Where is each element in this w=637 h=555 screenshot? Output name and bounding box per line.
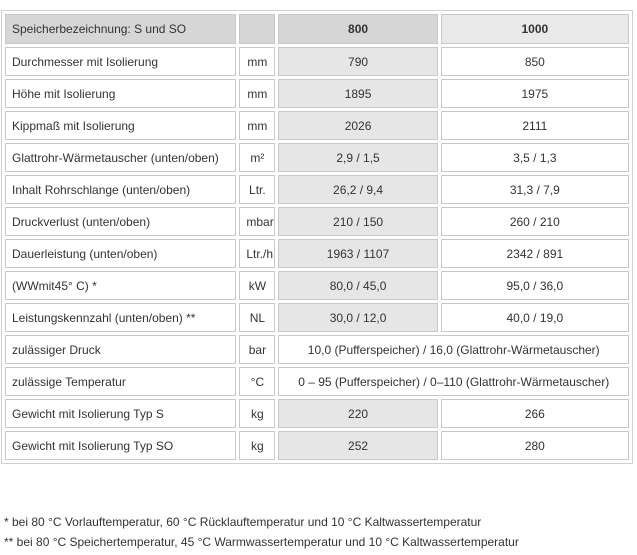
row-value-800: 2026 (278, 111, 437, 140)
row-value-800: 80,0 / 45,0 (278, 271, 437, 300)
table-row (5, 399, 629, 428)
header-label-prefix: Speicherbezeichnung: (12, 22, 135, 36)
row-unit: m² (239, 143, 275, 172)
row-unit: Ltr. (239, 175, 275, 204)
row-unit: kg (239, 399, 275, 428)
header-unit (239, 14, 275, 44)
header-label (5, 14, 236, 44)
row-value-1000: 3,5 / 1,3 (441, 143, 629, 172)
row-value-800: 1963 / 1107 (278, 239, 437, 268)
row-value-1000: 95,0 / 36,0 (441, 271, 629, 300)
table-row (5, 303, 629, 332)
table-row (5, 335, 629, 364)
row-label: (WWmit45° C) * (5, 271, 236, 300)
row-label: Dauerleistung (unten/oben) (5, 239, 236, 268)
row-value-1000: 2342 / 891 (441, 239, 629, 268)
row-label: Inhalt Rohrschlange (unten/oben) (5, 175, 236, 204)
header-col-1000: 1000 (441, 14, 629, 44)
row-value-1000: 31,3 / 7,9 (441, 175, 629, 204)
row-value-800: 220 (278, 399, 437, 428)
row-value-1000: 280 (441, 431, 629, 460)
header-label-bold: S und SO (134, 22, 187, 36)
table-row (5, 175, 629, 204)
row-unit: bar (239, 335, 275, 364)
spec-table (1, 10, 633, 464)
row-label: Kippmaß mit Isolierung (5, 111, 236, 140)
row-unit: kg (239, 431, 275, 460)
row-unit: NL (239, 303, 275, 332)
row-value-800: 2,9 / 1,5 (278, 143, 437, 172)
row-value-800: 30,0 / 12,0 (278, 303, 437, 332)
row-value-800: 252 (278, 431, 437, 460)
row-label: zulässiger Druck (5, 335, 236, 364)
row-value-1000: 2111 (441, 111, 629, 140)
table-row (5, 79, 629, 108)
row-unit: mm (239, 47, 275, 76)
header-col-800: 800 (278, 14, 437, 44)
row-unit: mm (239, 111, 275, 140)
row-value-800: 1895 (278, 79, 437, 108)
row-value-1000: 850 (441, 47, 629, 76)
table-row (5, 143, 629, 172)
table-row (5, 111, 629, 140)
row-unit: mbar (239, 207, 275, 236)
row-label: Leistungskennzahl (unten/oben) ** (5, 303, 236, 332)
row-unit: kW (239, 271, 275, 300)
row-value-1000: 266 (441, 399, 629, 428)
row-label: Durchmesser mit Isolierung (5, 47, 236, 76)
footnote-1: * bei 80 °C Vorlauftemperatur, 60 °C Rücklauftemperatur und 10 °C Kaltwassertemperatur (4, 515, 482, 529)
table-row (5, 239, 629, 268)
row-label: Glattrohr-Wärmetauscher (unten/oben) (5, 143, 236, 172)
row-label: Gewicht mit Isolierung Typ S (5, 399, 236, 428)
row-unit: Ltr./h (239, 239, 275, 268)
row-value-merged: 10,0 (Pufferspeicher) / 16,0 (Glattrohr-Wärmetauscher) (278, 335, 629, 364)
footnotes (4, 512, 519, 552)
row-value-800: 210 / 150 (278, 207, 437, 236)
row-unit: °C (239, 367, 275, 396)
row-label: Druckverlust (unten/oben) (5, 207, 236, 236)
row-label: Gewicht mit Isolierung Typ SO (5, 431, 236, 460)
table-row (5, 271, 629, 300)
table-row (5, 207, 629, 236)
table-header-row (5, 14, 629, 44)
row-label: zulässige Temperatur (5, 367, 236, 396)
row-value-800: 26,2 / 9,4 (278, 175, 437, 204)
row-value-merged: 0 – 95 (Pufferspeicher) / 0–110 (Glattrohr-Wärmetauscher) (278, 367, 629, 396)
row-unit: mm (239, 79, 275, 108)
row-value-1000: 260 / 210 (441, 207, 629, 236)
row-label: Höhe mit Isolierung (5, 79, 236, 108)
table-row (5, 367, 629, 396)
table-row (5, 47, 629, 76)
footnote-2: ** bei 80 °C Speichertemperatur, 45 °C Warmwassertemperatur und 10 °C Kaltwassertemperatur (4, 535, 519, 549)
table-row (5, 431, 629, 460)
row-value-1000: 40,0 / 19,0 (441, 303, 629, 332)
row-value-800: 790 (278, 47, 437, 76)
row-value-1000: 1975 (441, 79, 629, 108)
